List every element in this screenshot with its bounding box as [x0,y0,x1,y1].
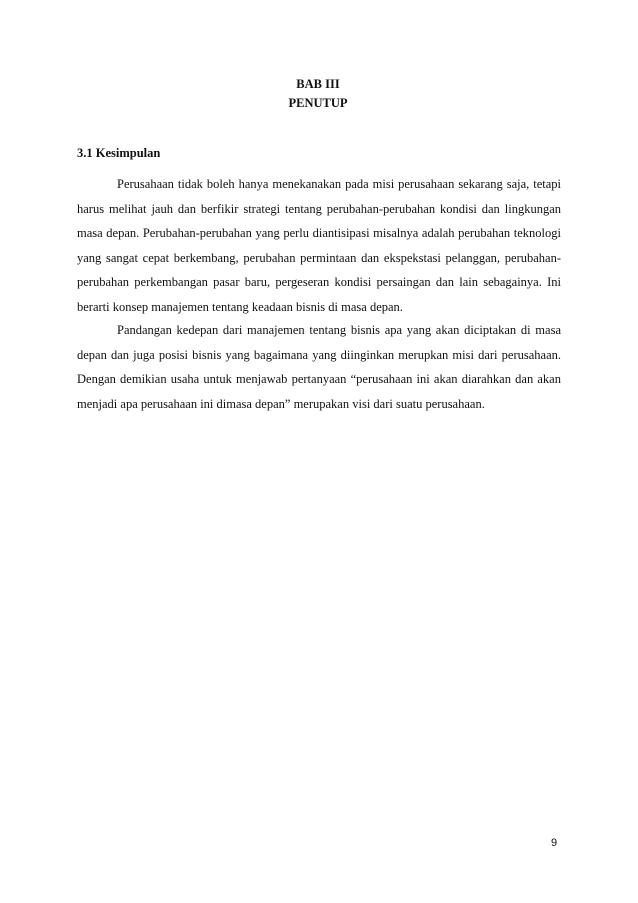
chapter-title-text: PENUTUP [288,96,348,110]
paragraph-2: Pandangan kedepan dari manajemen tentang bisnis apa yang akan diciptakan di masa depan dan juga posisi bisnis yang bagaimana yang diinginkan merupkan misi dari perusahaan. Dengan demikian usaha untuk menjawab pertanyaan “perusahaan ini akan diarahkan dan akan menjadi apa perusahaan ini dimasa depan” merupakan visi dari suatu perusahaan. [77,323,561,411]
section-heading: 3.1 Kesimpulan [77,146,161,160]
paragraph-1: Perusahaan tidak boleh hanya menekanakan pada misi perusahaan sekarang saja, tetapi harus melihat jauh dan berfikir strategi tentang perubahan-perubahan kondisi dan lingkungan masa depan. Perubahan-perubahan yang perlu diantisipasi misalnya adalah perubahan teknologi yang sangat cepat berkembang, perubahan permintaan dan ekspekstasi pelanggan, perubahan-perubahan perkembangan pasar baru, pergeseran kondisi persaingan dan lain sebagainya. Ini berarti konsep manajemen tentang keadaan bisnis di masa depan. [77,177,561,314]
chapter-title [0,95,638,111]
chapter-number-text: BAB III [296,77,340,91]
chapter-number [0,76,638,92]
page-number: 9 [551,837,558,849]
